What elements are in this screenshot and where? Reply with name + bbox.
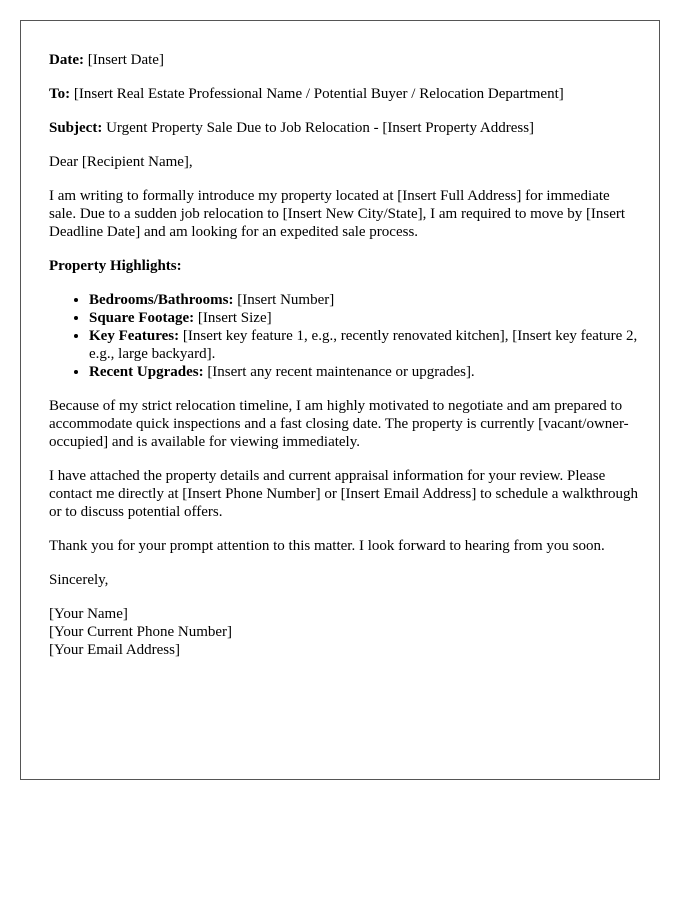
signature-phone: [Your Current Phone Number] [49, 624, 233, 640]
highlight-value: [Insert Size] [194, 310, 272, 326]
closing-paragraph: Thank you for your prompt attention to this matter. I look forward to hearing from you soon. [49, 538, 605, 554]
list-item [89, 363, 639, 381]
to-line [49, 85, 639, 103]
list-item [89, 291, 639, 309]
date-label: Date: [49, 52, 84, 68]
subject-value: Urgent Property Sale Due to Job Relocation - [Insert Property Address] [102, 120, 535, 136]
highlight-value: [Insert key feature 1, e.g., recently renovated kitchen], [Insert key feature 2, e.g., large backyard]. [89, 328, 638, 362]
signature-name: [Your Name] [49, 606, 128, 622]
date-value: [Insert Date] [83, 52, 164, 68]
contact-paragraph: I have attached the property details and current appraisal information for your review. Please contact me directly at [Insert Phone Number] or [Insert Email Address] to schedule a walkthrough or to discuss potential offers. [49, 468, 638, 520]
to-value: [Insert Real Estate Professional Name / Potential Buyer / Relocation Department] [70, 86, 564, 102]
list-item [89, 327, 639, 363]
letter-body [49, 51, 639, 675]
highlights-list [49, 291, 639, 381]
to-label: To: [49, 86, 71, 102]
motivation-paragraph: Because of my strict relocation timeline, I am highly motivated to negotiate and am prepared to accommodate quick inspections and a fast closing date. The property is currently [vacant/owner-occupied] and is available for viewing immediately. [49, 398, 629, 450]
salutation: Dear [Recipient Name], [49, 154, 193, 170]
highlight-label: Recent Upgrades: [89, 364, 204, 380]
highlight-label: Bedrooms/Bathrooms: [89, 292, 234, 308]
list-item [89, 309, 639, 327]
sign-off: Sincerely, [49, 572, 109, 588]
highlight-value: [Insert any recent maintenance or upgrades]. [203, 364, 475, 380]
signature-block [49, 605, 639, 659]
highlight-label: Key Features: [89, 328, 180, 344]
highlights-heading: Property Highlights: [49, 258, 182, 274]
subject-label: Subject: [49, 120, 103, 136]
highlight-value: [Insert Number] [233, 292, 335, 308]
intro-paragraph: I am writing to formally introduce my property located at [Insert Full Address] for immediate sale. Due to a sudden job relocation to [Insert New City/State], I am required to move by [Insert Deadline Date] and am looking for an expedited sale process. [49, 188, 626, 240]
subject-line [49, 119, 639, 137]
letter-page [20, 20, 660, 780]
signature-email: [Your Email Address] [49, 642, 180, 658]
highlight-label: Square Footage: [89, 310, 195, 326]
date-line [49, 51, 639, 69]
